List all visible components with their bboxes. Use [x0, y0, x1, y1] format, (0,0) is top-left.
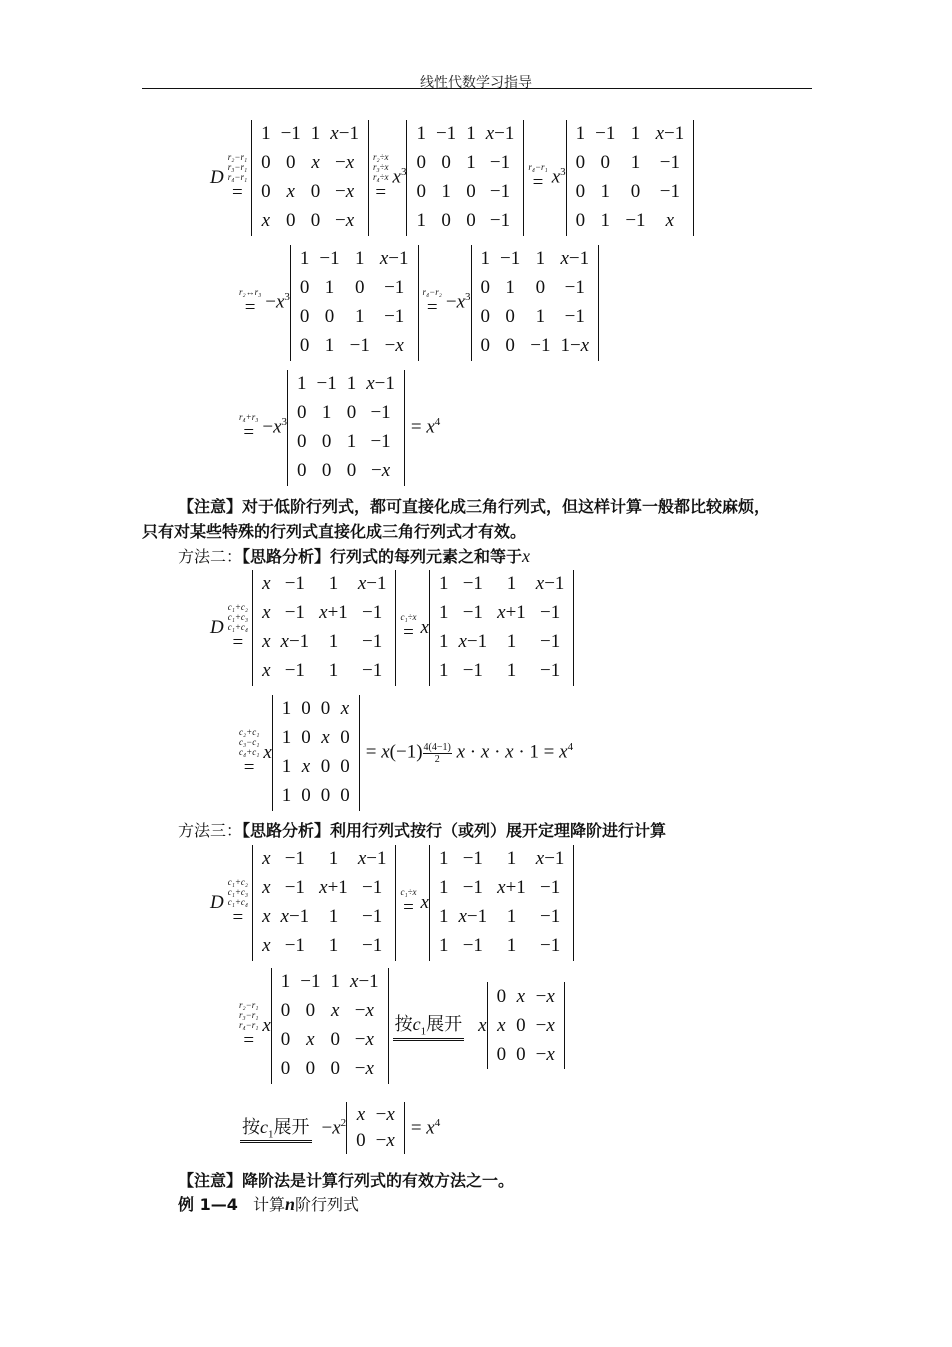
equation-row-1: D r₂−r₁ r₃−r₁ r₄−r₁ = 1 −1 1 x−1 0 0 x −x 0 x 0 −x x 0 0 −x r₂÷x r₃÷x r₄÷x = $x^3$ 1 −1 1 x−1 0 0 1 −1 0 1 0 −1 1 0 0 −1 r₄−r₁ = $x^3$ 1 −1 1 x−1 0 0 1 −1 0 1 0 −1 0 1 −1 x	[210, 120, 694, 235]
equation-row-6: D c₁+c₂ c₁+c₃ c₁+c₄ = x −1 1 x−1 x −1 x+1 −1 x x−1 1 −1 x −1 1 −1 c₁÷x = x 1 −1 1 x−1 1 −1 x+1 −1 1 x−1 1 −1 1 −1 1 −1	[210, 845, 574, 960]
determinant: x −1 1 x−1 x −1 x+1 −1 x x−1 1 −1 x −1 1 −1	[252, 570, 396, 686]
op-annotation: r₂↔r₃ =	[239, 286, 262, 318]
note-line-1: 【注意】对于低阶行列式，都可直接化成三角行列式，但这样计算一般都比较麻烦，	[178, 497, 771, 516]
determinant: x −x 0 −x	[346, 1102, 405, 1154]
determinant: 1 −1 1 x−1 0 0 1 −1 0 1 0 −1 0 1 −1 x	[566, 120, 695, 236]
determinant: 1 −1 1 x−1 1 −1 x+1 −1 1 x−1 1 −1 1 −1 1 −1	[429, 570, 574, 686]
equation-row-4: D c₁+c₂ c₁+c₃ c₁+c₄ = x −1 1 x−1 x −1 x+1 −1 x x−1 1 −1 x −1 1 −1 c₁÷x = x 1 −1 1 x−1 1 −1 x+1 −1 1 x−1 1 −1 1 −1 1 −1	[210, 570, 574, 685]
op-annotation: r₂÷x r₃÷x r₄÷x =	[372, 151, 389, 203]
determinant: 1 0 0 x 1 0 x 0 1 x 0 0 1 0 0 0	[272, 695, 360, 811]
determinant: 1 −1 1 x−1 0 1 0 −1 0 0 1 −1 0 0 −1 1−x	[471, 245, 600, 361]
example-line: 例 1—4 计算n阶行列式	[178, 1194, 359, 1214]
note-2: 【注意】降阶法是计算行列式的有效方法之一。	[178, 1171, 515, 1190]
expand-label: 按$c_1$展开	[240, 1113, 312, 1144]
page-header: 线性代数学习指导	[420, 75, 532, 91]
eq-var-d: D	[210, 166, 224, 188]
op-annotation: r₄+r₃ =	[239, 411, 259, 443]
note-line-2: 只有对某些特殊的行列式直接化成三角行列式才有效。	[142, 522, 527, 541]
op-annotation: r₄−r₂ =	[422, 286, 442, 318]
op-annotation: c₂+c₁ c₃−c₁ c₄+c₁ =	[239, 726, 260, 778]
expand-label: 按$c_1$展开	[393, 1010, 465, 1041]
op-annotation: c₁÷x =	[400, 886, 417, 918]
equation-row-5: c₂+c₁ c₃−c₁ c₄+c₁ = x 1 0 0 x 1 0 x 0 1 x 0 0 1 0 0 0 = x(−1) $\frac{4(4-1)}{2}$ $x \cdot x \cdot x \cdot 1 = x^4$	[235, 695, 573, 810]
determinant: 1 −1 1 x−1 0 1 0 −1 0 0 1 −1 0 1 −1 −x	[290, 245, 419, 361]
method-3-heading: 方法三：【思路分析】利用行列式按行（或列）展开定理降阶进行计算	[178, 821, 667, 840]
op-annotation: r₂−r₁ r₃−r₁ r₄−r₁ =	[227, 151, 248, 203]
equation-row-7: r₂−r₁ r₃−r₁ r₄−r₁ = x 1 −1 1 x−1 0 0 x −x 0 x 0 −x 0 0 0 −x 按$c_1$展开 x 0 x −x x 0 −x 0 0 −x	[235, 968, 565, 1083]
determinant: x −1 1 x−1 x −1 x+1 −1 x x−1 1 −1 x −1 1 −1	[252, 845, 396, 961]
determinant: 1 −1 1 x−1 0 1 0 −1 0 0 1 −1 0 0 0 −x	[287, 370, 405, 486]
op-annotation: c₁÷x =	[400, 611, 417, 643]
determinant: 1 −1 1 x−1 1 −1 x+1 −1 1 x−1 1 −1 1 −1 1 −1	[429, 845, 574, 961]
equation-row-8: 按$c_1$展开 $-x^2$ x −x 0 −x = $x^4$	[240, 1098, 440, 1158]
op-annotation: r₂−r₁ r₃−r₁ r₄−r₁ =	[239, 999, 259, 1051]
determinant: 1 −1 1 x−1 0 0 x −x 0 x 0 −x x 0 0 −x	[251, 120, 369, 236]
determinant: 1 −1 1 x−1 0 0 x −x 0 x 0 −x 0 0 0 −x	[271, 968, 389, 1084]
op-annotation: r₄−r₁ =	[528, 161, 548, 193]
header-rule	[142, 88, 812, 89]
determinant: 0 x −x x 0 −x 0 0 −x	[487, 982, 565, 1069]
equation-row-3: r₄+r₃ = $-x^3$ 1 −1 1 x−1 0 1 0 −1 0 0 1 −1 0 0 0 −x = $x^4$	[235, 370, 440, 485]
op-annotation: c₁+c₂ c₁+c₃ c₁+c₄ =	[227, 601, 249, 653]
determinant: 1 −1 1 x−1 0 0 1 −1 0 1 0 −1 1 0 0 −1	[406, 120, 524, 236]
equation-row-2: r₂↔r₃ = $-x^3$ 1 −1 1 x−1 0 1 0 −1 0 0 1 −1 0 1 −1 −x r₄−r₂ = $-x^3$ 1 −1 1 x−1 0 1 0 −1 0 0 1 −1 0 0 −1 1−x	[235, 245, 599, 360]
method-2-heading: 方法二：【思路分析】行列式的每列元素之和等于x	[178, 546, 531, 566]
op-annotation: c₁+c₂ c₁+c₃ c₁+c₄ =	[227, 876, 249, 928]
